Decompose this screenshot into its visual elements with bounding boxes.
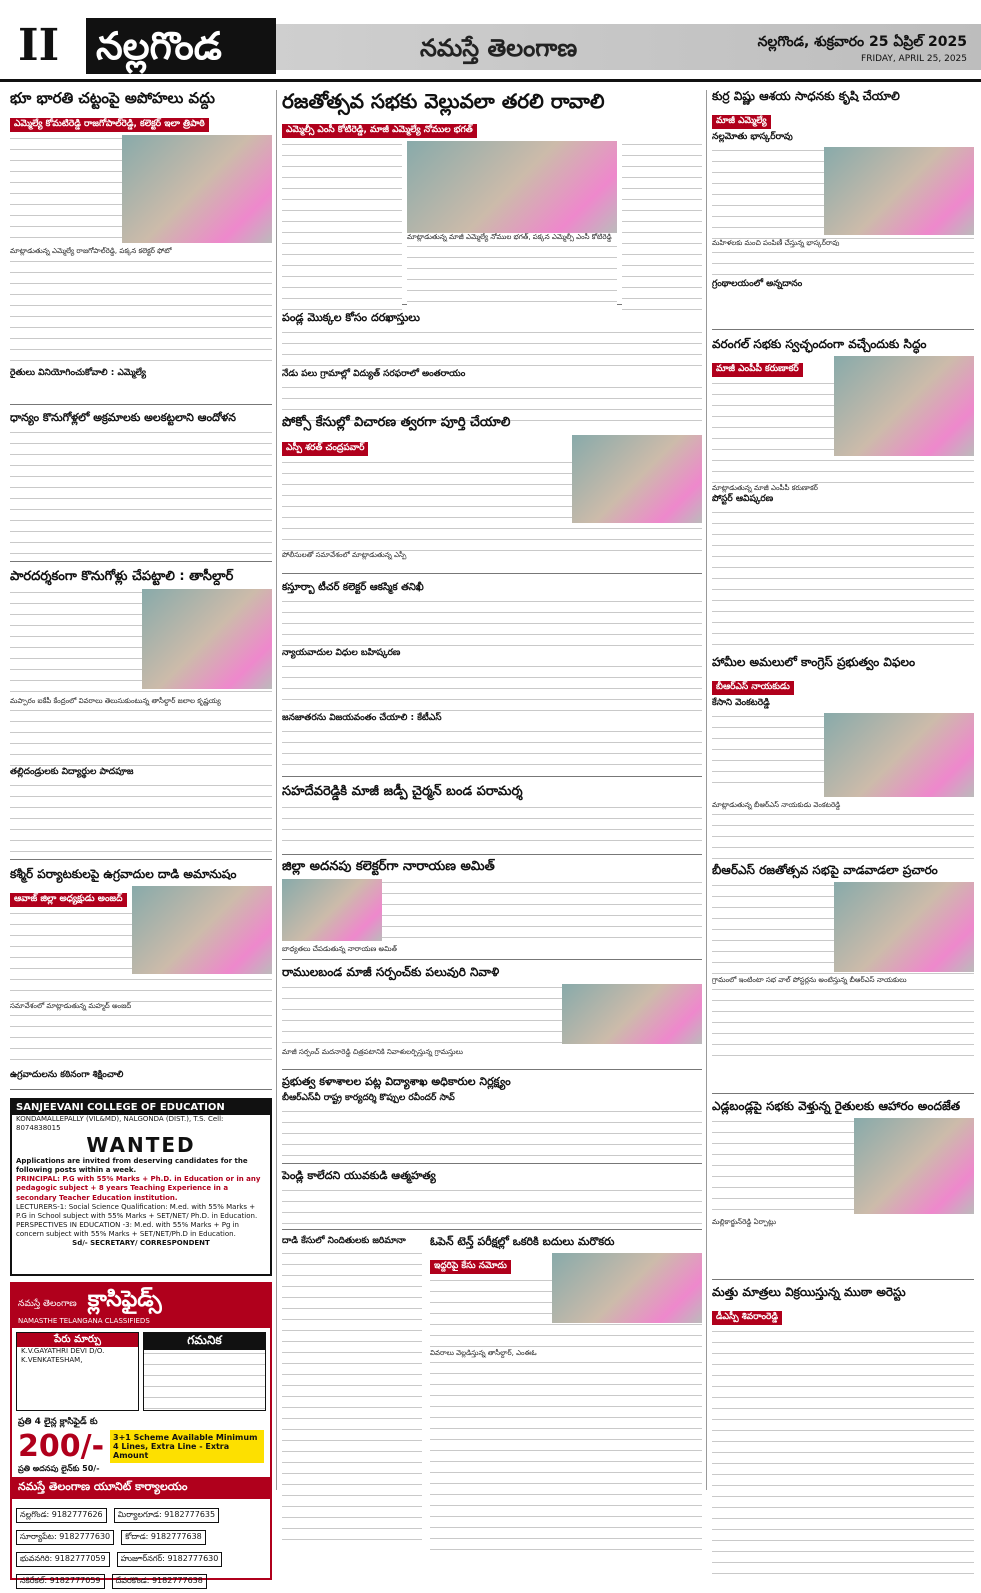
article-body — [407, 243, 617, 311]
photo-caption: మప్పారం ఐకేపీ కేంద్రంలో వివరాలు తెలుసుకుంటున్న తాసీల్దార్ జలాల కృష్ణయ్య — [10, 696, 221, 705]
page-number: II — [18, 20, 60, 71]
article-additional-collector[interactable] — [282, 860, 702, 960]
news-photo — [552, 1253, 702, 1323]
article-open-tenth[interactable] — [430, 1236, 702, 1566]
byline: బీఆర్ఎస్ నాయకుడు — [712, 681, 794, 695]
ad-post-lecturer: LECTURERS-1: Social Science Qualification: M.ed. with 55% Marks + P.G in School subject with 55% Marks + SET/NET/ Ph.D. in Education. — [16, 1202, 258, 1220]
ad-college-name: SANJEEVANI COLLEGE OF EDUCATION — [12, 1100, 270, 1115]
article-body — [282, 1108, 702, 1158]
article-brs-campaign[interactable] — [712, 864, 974, 1094]
article-body — [282, 141, 402, 311]
ad-label-notice: గమనిక — [144, 1333, 265, 1350]
headline: సహదేవరెడ్డికి మాజీ జడ్పీ చైర్మన్ బండ పరామర్శ — [282, 784, 523, 799]
ad-sanjeevani-wanted[interactable] — [10, 1098, 272, 1276]
dateline-english: FRIDAY, APRIL 25, 2025 — [861, 54, 967, 64]
headline: మత్తు మాత్రలు విక్రయిస్తున్న ముఠా అరెస్టు — [712, 1285, 906, 1299]
article-fruit-plants[interactable] — [282, 312, 702, 422]
photo-caption: మహిళలకు మంచి పంపిణీ చేస్తున్న భాస్కర్‌రావు — [712, 238, 840, 247]
ad-classifieds-en: NAMASTHE TELANGANA CLASSIFIEDS — [18, 1317, 150, 1325]
subheading: జనజాతరను విజయవంతం చేయాలి : కేటీఎస్ — [282, 712, 442, 723]
ad-notice-name: K.V.GAYATHRI DEVI D/O. K.VENKATESHAM, — [21, 1347, 105, 1365]
article-assault-fine[interactable] — [282, 1236, 422, 1566]
byline: ఇద్దరిపై కేసు నమోదు — [430, 1260, 511, 1274]
article-body — [10, 782, 272, 852]
photo-caption: సమావేశంలో మాట్లాడుతున్న మహ్మద్ అంజద్ — [10, 1001, 132, 1010]
headline: ప్రభుత్వ కళాశాలల పట్ల విద్యాశాఖ అధికారుల నిర్లక్ష్యం — [282, 1075, 511, 1088]
headline: రజతోత్సవ సభకు వెల్లువలా తరలి రావాలి — [282, 89, 605, 113]
ad-brand: నమస్తే తెలంగాణ — [18, 1299, 77, 1309]
subheading: పోస్టర్ ఆవిష్కరణ — [712, 494, 774, 505]
ad-price: 200/- — [18, 1429, 105, 1464]
headline: పోక్సో కేసుల్లో విచారణ త్వరగా పూర్తి చేయాలి — [282, 415, 511, 430]
article-silver-jubilee[interactable] — [282, 90, 702, 305]
article-congress-failure[interactable] — [712, 656, 974, 856]
article-body — [282, 1187, 702, 1225]
ad-notice-text — [144, 1350, 265, 1410]
headline: జిల్లా అదనపు కలెక్టర్‌గా నారాయణ అమిత్ — [282, 859, 495, 874]
article-drug-gang-arrest[interactable] — [712, 1286, 974, 1576]
headline: పెండ్లి కాలేదని యువకుడి ఆత్మహత్య — [282, 1169, 436, 1182]
headline: బీఆర్ఎస్ రజతోత్సవ సభపై వాడవాడలా ప్రచారం — [712, 863, 938, 877]
byline: మాజీ ఎంపీపీ కరుణాకర్ — [712, 363, 803, 377]
news-photo — [572, 435, 702, 523]
ad-extra-line: ప్రతి అదనపు లైన్‌కు 50/- — [18, 1464, 100, 1473]
ad-per-lines: ప్రతి 4 లైన్ల క్లాసిఫైడ్ కు — [18, 1417, 98, 1427]
headline: కుర్ర విష్ణు ఆశయ సాధనకు కృషి చేయాలి — [712, 89, 900, 103]
ad-phone: నల్లగొండ: 9182777626 — [16, 1508, 107, 1523]
headline: కశ్మీర్ పర్యాటకులపై ఉగ్రవాదుల దాడి అమానుషం — [10, 867, 237, 881]
news-photo — [854, 1118, 974, 1214]
article-govt-colleges[interactable] — [282, 1076, 702, 1164]
photo-caption: మాట్లాడుతున్న మాజీ ఎంపీపీ కరుణాకర్ — [712, 483, 818, 492]
article-body — [282, 329, 702, 369]
subheading: రైతులు వినియోగించుకోవాలి : ఎమ్మెల్యే — [10, 367, 147, 378]
ad-phone: దేవరకొండ: 9182777638 — [112, 1574, 207, 1589]
ad-signature: Sd/- SECRETARY/ CORRESPONDENT — [72, 1239, 210, 1248]
photo-caption: మల్లికార్జున్‌రెడ్డి ఏర్పాట్లు — [712, 1217, 776, 1226]
photo-caption: మాజీ సర్పంచ్ మదనారెడ్డి చిత్రపటానికి నివాళులర్పిస్తున్న గ్రామస్తులు — [282, 1047, 463, 1056]
subheading: నేడు పలు గ్రామాల్లో విద్యుత్ సరఫరాలో అంతరాయం — [282, 368, 466, 379]
article-grain-procurement[interactable] — [10, 412, 272, 562]
headline: హామీల అమలులో కాంగ్రెస్ ప్రభుత్వం విఫలం — [712, 655, 916, 669]
ad-phone: నకిరేకల్: 9182777059 — [16, 1574, 105, 1589]
article-youth-suicide[interactable] — [282, 1170, 702, 1230]
article-body — [282, 663, 702, 713]
byline: మాజీ ఎమ్మెల్యే — [712, 115, 771, 129]
byline: ఆవాజ్ జిల్లా అధ్యక్షుడు అంజద్ — [10, 893, 127, 907]
article-pocso-cases[interactable] — [282, 416, 702, 574]
article-transparent-procurement[interactable] — [10, 570, 272, 860]
subheading: బీఆర్ఎస్‌వీ రాష్ట్ర కార్యదర్శి కొప్పుల రవీందర్ సావ్ — [282, 1092, 455, 1103]
ad-intro: Applications are invited from deserving candidates for the following posts within a week. — [16, 1157, 248, 1175]
article-body — [712, 986, 974, 1066]
headline: కస్తూర్బా టీచర్ కలెక్టర్ ఆకస్మిక తనిఖీ — [282, 582, 424, 593]
news-photo — [132, 886, 272, 974]
headline: భూ భారతి చట్టంపై అపోహలు వద్దు — [10, 89, 215, 107]
article-sahadev-reddy[interactable] — [282, 785, 702, 855]
section-title: నల్లగొండ — [86, 18, 276, 74]
photo-caption: బాధ్యతలు చేపడుతున్న నారాయణ అమిత్ — [282, 944, 397, 953]
headline: ఎడ్లబండ్లపై సభకు వెళ్తున్న రైతులకు ఆహారం అందజేత — [712, 1099, 961, 1113]
article-bhu-bharati[interactable] — [10, 90, 272, 405]
article-ramulabanda-tribute[interactable] — [282, 966, 702, 1070]
article-body — [622, 141, 702, 311]
byline: ఎమ్మెల్సీ ఎంసీ కోటిరెడ్డి, మాజీ ఎమ్మెల్యే నోముల భగత్ — [282, 124, 477, 138]
ad-classifieds[interactable] — [10, 1282, 272, 1585]
paper-name: నమస్తే తెలంగాణ — [420, 34, 578, 62]
headline: పారదర్శకంగా కొనుగోళ్లు చేపట్టాలి : తాసీల్దార్ — [10, 569, 234, 584]
ad-classifieds-title: క్లాసిఫైడ్స్ — [87, 1287, 162, 1312]
byline: ఎస్పీ శరత్ చంద్రపవార్ — [282, 442, 368, 456]
byline: ఎమ్మెల్యే కోమటిరెడ్డి రాజగోపాల్‌రెడ్డి, కలెక్టర్ ఇలా త్రిపాఠి — [10, 118, 209, 132]
article-body — [282, 728, 702, 768]
article-kasturba-inspection[interactable] — [282, 582, 702, 777]
ad-phone: భువనగిరి: 9182777059 — [16, 1552, 110, 1567]
headline: పండ్ల మొక్కల కోసం దరఖాస్తులు — [282, 311, 420, 324]
subheading: తల్లిదండ్రులకు విద్యార్థుల పాదపూజ — [10, 767, 134, 778]
article-body — [712, 509, 974, 649]
headline: దాడి కేసులో నిందితులకు జరిమానా — [282, 1236, 406, 1246]
news-photo — [122, 135, 272, 243]
headline: రాములబండ మాజీ సర్పంచ్‌కు పలువురి నివాళి — [282, 965, 500, 979]
ad-scheme: 3+1 Scheme Available Minimum 4 Lines, Extra Line - Extra Amount — [110, 1430, 264, 1463]
news-photo — [142, 589, 272, 689]
ad-label-name-change: పేరు మార్పు — [17, 1333, 138, 1347]
article-body — [10, 1012, 272, 1070]
column-rule — [706, 90, 707, 1490]
news-photo — [562, 984, 702, 1044]
news-photo — [834, 356, 974, 456]
article-body — [282, 804, 702, 844]
photo-caption: పోలీసులతో సమావేశంలో మాట్లాడుతున్న ఎస్పీ — [282, 550, 407, 559]
ad-phone: సూర్యాపేట: 9182777630 — [16, 1530, 114, 1545]
photo-caption: మాట్లాడుతున్న బీఆర్ఎస్ నాయకుడు వెంకటరెడ్డి — [712, 800, 841, 809]
subheading: గ్రంథాలయంలో అన్నదానం — [712, 279, 803, 290]
ad-post-principal: PRINCIPAL: P.G with 55% Marks + Ph.D. in Education or in any pedagogic subject + 8 years Teaching Experience in a secondary Teacher Education institution. — [16, 1175, 261, 1202]
article-body — [10, 258, 272, 368]
masthead — [0, 0, 981, 82]
news-photo — [834, 882, 974, 972]
headline: ధాన్యం కొనుగోళ్లలో అక్రమాలకు అలకట్టలాని ఆందోళన — [10, 411, 236, 424]
subheading: న్యాయవాదుల విధుల బహిష్కరణ — [282, 647, 401, 658]
column-rule — [276, 90, 277, 1490]
headline: వరంగల్ సభకు స్వచ్ఛందంగా వచ్చేందుకు సిద్ధం — [712, 337, 927, 351]
article-body — [10, 429, 272, 554]
news-photo — [407, 141, 617, 233]
photo-caption: మాట్లాడుతున్న ఎమ్మెల్యే రాజగోపాల్‌రెడ్డి, పక్కన కలెక్టర్ ఫోటో — [10, 247, 172, 256]
article-kashmir-attack[interactable] — [10, 868, 272, 1090]
article-body — [712, 811, 974, 861]
subheading: ఉగ్రవాదులను కఠినంగా శిక్షించాలి — [10, 1070, 124, 1081]
ad-phone: కోదాడ: 9182777638 — [121, 1530, 206, 1545]
photo-caption: మాట్లాడుతున్న మాజీ ఎమ్మెల్యే నోముల భగత్, పక్కన ఎమ్మెల్సీ ఎంసీ కోటిరెడ్డి — [407, 233, 612, 241]
ad-phone: మిర్యాలగూడ: 9182777635 — [114, 1508, 219, 1523]
headline: ఓపెన్ టెన్త్ పరీక్షల్లో ఒకరికి బదులు మరొకరు — [430, 1235, 615, 1248]
ad-phone: హుజూర్‌నగర్: 9182777630 — [117, 1552, 223, 1567]
ad-office: నమస్తే తెలంగాణ యూనిట్ కార్యాలయం — [12, 1477, 270, 1499]
article-body — [430, 1359, 702, 1559]
dateline-telugu: నల్లగొండ, శుక్రవారం 25 ఏప్రిల్ 2025 — [757, 34, 967, 50]
photo-caption: గ్రామంలో ఇంటింటా సభ వాల్ పోస్టర్లను అంటిస్తున్న బీఆర్ఎస్ నాయకులు — [712, 975, 907, 984]
news-photo — [824, 713, 974, 797]
ad-post-perspectives: PERSPECTIVES IN EDUCATION -3: M.ed. with 55% Marks + Pg in concern subject with 55% Marks + SET/NET/Ph.D in Education. — [16, 1220, 239, 1238]
article-body — [712, 249, 974, 279]
subheading: కేసాని వెంకటరెడ్డి — [712, 697, 770, 708]
article-body — [282, 1250, 422, 1550]
article-bullock-carts[interactable] — [712, 1100, 974, 1280]
article-body — [282, 598, 702, 648]
byline: డీఎస్పీ శివరాంరెడ్డి — [712, 1311, 782, 1325]
news-photo — [282, 879, 382, 941]
article-body — [10, 707, 272, 767]
subheading: నల్లమోతు భాస్కర్‌రావు — [712, 131, 793, 142]
article-kurra-vishnu[interactable] — [712, 90, 974, 330]
ad-wanted-title: WANTED — [86, 1133, 196, 1158]
article-warangal-meeting[interactable] — [712, 338, 974, 648]
article-body — [712, 1328, 974, 1578]
photo-caption: వివరాలు వెల్లడిస్తున్న తాసీల్దార్, ఎంఈఓ — [430, 1348, 537, 1357]
news-photo — [824, 147, 974, 235]
ad-address: KONDAMALLEPALLY (VIL&MD), NALGONDA (DIST.), T.S. Cell: 8074838015 — [16, 1115, 224, 1133]
